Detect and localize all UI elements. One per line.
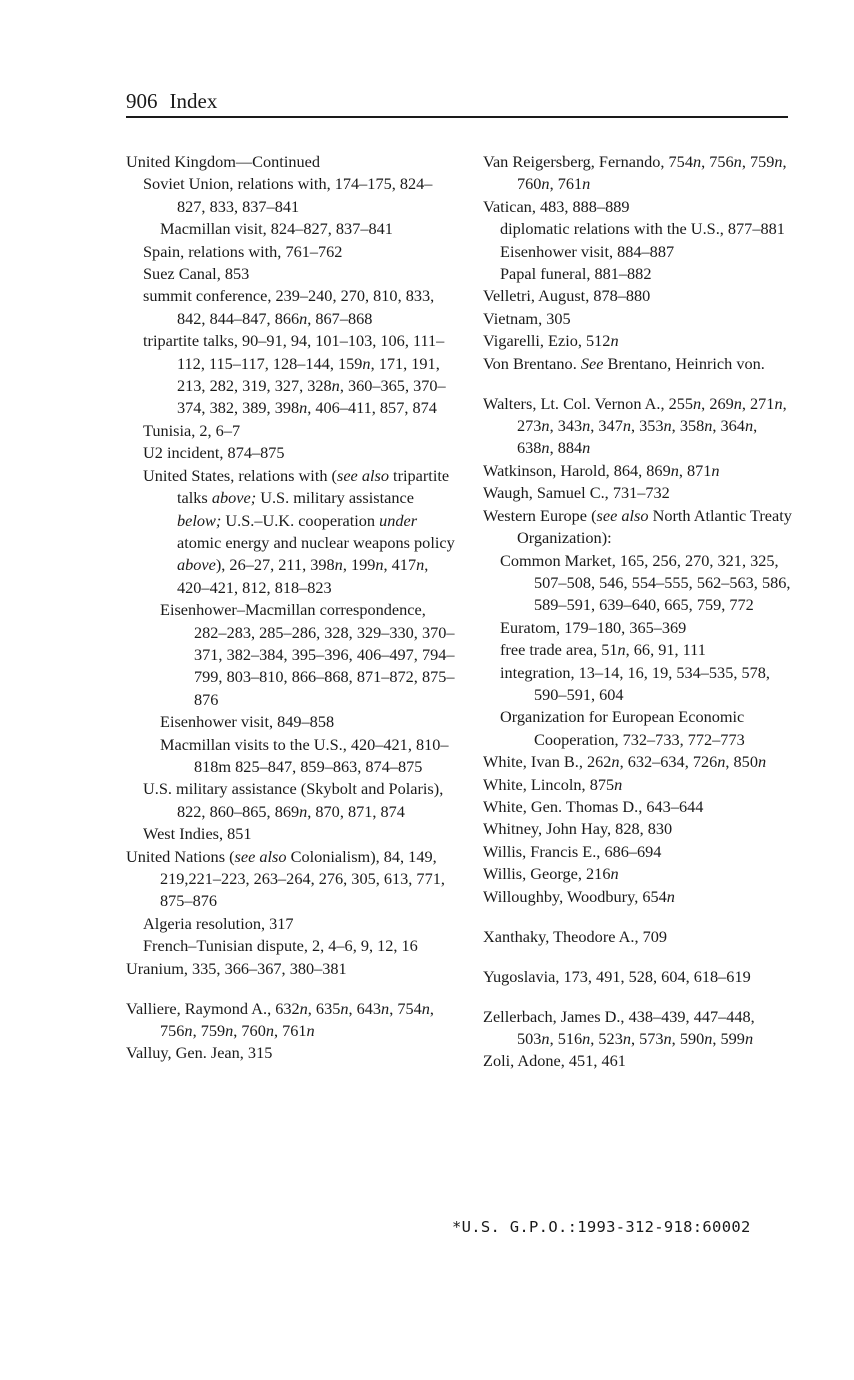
index-entry-italic-text: n <box>717 752 726 772</box>
index-entry-text: , 360–365, 370–374, 382, 389, 398 <box>177 376 446 418</box>
index-entry-text: Soviet Union, relations with, 174–175, 824–827, 833, 837–841 <box>143 174 433 216</box>
index-entry-text: West Indies, 851 <box>143 824 252 844</box>
index-entry-text: , 199 <box>342 555 376 575</box>
index-subentry <box>500 550 793 617</box>
index-entry <box>483 285 793 307</box>
index-entry-text: , 871 <box>678 460 712 480</box>
index-entry-text: Yugoslavia, 173, 491, 528, 604, 618–619 <box>483 966 751 986</box>
index-subentry <box>143 778 456 823</box>
index-subentry <box>143 465 456 599</box>
index-entry-italic-text: n <box>774 393 783 413</box>
index-entry-text: , 643 <box>348 998 382 1018</box>
index-entry-text: U.S. military assistance <box>256 488 414 508</box>
index-subentry <box>143 173 456 218</box>
index-entry-text: Suez Canal, 853 <box>143 264 250 284</box>
index-entry-text: summit conference, 239–240, 270, 810, 833, 842, 844–847, 866 <box>143 286 435 328</box>
index-entry <box>483 863 793 885</box>
index-entry-text: , 760 <box>233 1021 266 1041</box>
section-gap <box>483 948 793 966</box>
index-entry-text: Papal funeral, 881–882 <box>500 264 652 284</box>
index-entry-text: , 759 <box>741 152 775 171</box>
index-entry-text: Macmillan visits to the U.S., 420–421, 810–818m 825–847, 859–863, 874–875 <box>160 734 449 776</box>
index-entry <box>126 1042 456 1064</box>
printer-imprint: *U.S. G.P.O.:1993-312-918:60002 <box>452 1218 751 1236</box>
index-entry-italic-text: n <box>582 1029 591 1048</box>
index-entry-text: atomic energy and nuclear weapons policy <box>177 532 455 552</box>
index-subentry <box>143 913 456 935</box>
index-entry-italic-text: n <box>582 438 591 458</box>
index-entry-italic-text: n <box>416 555 425 575</box>
index-subentry <box>143 935 456 957</box>
index-entry-text: , 638 <box>517 416 758 458</box>
index-entry-text: , 353 <box>630 416 664 436</box>
index-entry <box>483 1050 793 1072</box>
index-subentry <box>143 420 456 442</box>
index-entry-italic-text: n <box>184 1021 193 1041</box>
index-entry-text: Brentano, Heinrich von. <box>603 353 765 373</box>
index-entry-text: French–Tunisian dispute, 2, 4–6, 9, 12, 16 <box>143 936 418 956</box>
index-entry <box>126 846 456 913</box>
index-entry-italic-text: n <box>774 152 783 171</box>
index-entry-text: , 884 <box>549 438 583 458</box>
index-entry <box>483 818 793 840</box>
index-subentry <box>500 617 793 639</box>
index-entry-text: U2 incident, 874–875 <box>143 443 285 463</box>
index-subentry <box>160 734 456 779</box>
index-entry-text: , 590 <box>671 1029 705 1048</box>
index-entry-text: Tunisia, 2, 6–7 <box>143 420 241 440</box>
index-entry-italic-text: above <box>177 555 216 575</box>
index-entry-text: Whitney, John Hay, 828, 830 <box>483 819 673 839</box>
index-entry-text: U.S. military assistance (Skybolt and Polaris), 822, 860–865, 869 <box>143 779 444 821</box>
index-entry <box>483 886 793 908</box>
section-gap <box>483 375 793 393</box>
index-entry-text: Organization for European Economic Cooperation, 732–733, 772–773 <box>500 707 745 749</box>
index-entry-text: Xanthaky, Theodore A., 709 <box>483 926 668 946</box>
index-entry-text: , 516 <box>549 1029 583 1048</box>
index-entry-text: White, Gen. Thomas D., 643–644 <box>483 796 704 816</box>
index-entry-italic-text: n <box>541 1029 550 1048</box>
index-entry-italic-text: n <box>670 460 679 480</box>
index-entry-italic-text: n <box>744 1029 754 1048</box>
index-entry-text: , 364 <box>712 416 745 436</box>
index-entry-italic-text: n <box>733 393 742 413</box>
index-entry-text: United Nations ( <box>126 846 235 866</box>
index-entry-text: Eisenhower–Macmillan correspondence, 282–283, 285–286, 328, 329–330, 370–371, 382–384, 395–396, 406–497, 794–799, 803–810, 866–868, 871–872, 875–876 <box>160 600 455 709</box>
index-entry-italic-text: n <box>334 555 343 575</box>
index-entry-text: , 417 <box>383 555 417 575</box>
index-entry-text: , 573 <box>630 1029 664 1048</box>
index-entry-italic-text: n <box>617 640 626 660</box>
index-entry-text: Willoughby, Woodbury, 654 <box>483 886 667 906</box>
index-entry-italic-text: see also <box>596 505 649 525</box>
index-entry-italic-text: n <box>225 1021 234 1041</box>
index-entry-text: , 850 <box>725 752 758 772</box>
index-entry-italic-text: n <box>362 353 371 373</box>
index-column-left <box>126 151 456 1065</box>
index-entry-text: Zellerbach, James D., 438–439, 447–448, 503 <box>483 1006 755 1048</box>
index-entry-text: Eisenhower visit, 849–858 <box>160 712 335 732</box>
index-entry-italic-text: n <box>306 1021 315 1041</box>
index-entry-text: integration, 13–14, 16, 19, 534–535, 578, 590–591, 604 <box>500 662 770 704</box>
index-entry-italic-text: n <box>693 393 702 413</box>
index-entry-italic-text: n <box>711 460 720 480</box>
index-entry-text: Willis, Francis E., 686–694 <box>483 841 662 861</box>
running-header <box>126 86 788 118</box>
section-gap <box>126 980 456 998</box>
index-entry-text: , 759 <box>192 1021 226 1041</box>
index-entry-text: Vietnam, 305 <box>483 308 571 328</box>
index-entry <box>126 998 456 1043</box>
index-entry-text: Van Reigersberg, Fernando, 754 <box>483 152 693 171</box>
index-entry-text: United States, relations with ( <box>143 465 337 485</box>
index-entry-text: Walters, Lt. Col. Vernon A., 255 <box>483 393 694 413</box>
index-entry-text: Colonialism), 84, 149, 219,221–223, 263–264, 276, 305, 613, 771, 875–876 <box>160 846 445 911</box>
index-subentry <box>143 442 456 464</box>
index-entry <box>483 151 793 196</box>
index-entry-text: tripartite talks, 90–91, 94, 101–103, 106, 111–112, 115–117, 128–144, 159 <box>143 331 445 373</box>
index-entry-italic-text: under <box>379 510 418 530</box>
index-entry-text: North Atlantic Treaty Organization): <box>517 505 792 548</box>
index-entry-text: Eisenhower visit, 884–887 <box>500 241 675 261</box>
index-entry-text: Macmillan visit, 824–827, 837–841 <box>160 219 393 239</box>
index-subentry <box>500 241 793 263</box>
index-entry-text: White, Lincoln, 875 <box>483 774 615 794</box>
index-entry-text: , 420–421, 812, 818–823 <box>177 555 429 597</box>
index-entry-text: , 599 <box>712 1029 745 1048</box>
index-entry <box>483 308 793 330</box>
index-entry-italic-text: See <box>580 353 604 373</box>
index-entry <box>483 751 793 773</box>
index-entry-text: , 273 <box>517 393 787 436</box>
index-entry-italic-text: n <box>541 174 550 194</box>
index-entry-italic-text: n <box>299 308 308 328</box>
index-entry-text: Valluy, Gen. Jean, 315 <box>126 1043 273 1063</box>
index-column-right <box>483 151 793 1073</box>
index-entry-italic-text: n <box>610 864 619 884</box>
index-entry-text: free trade area, 51 <box>500 640 618 660</box>
index-entry-text: tripartite talks <box>177 465 450 508</box>
index-entry-text: , 171, 191, 213, 282, 319, 327, 328 <box>177 353 440 396</box>
index-entry-italic-text: n <box>265 1021 274 1041</box>
index-entry-italic-text: n <box>663 416 672 436</box>
index-entry-italic-text: n <box>622 1029 631 1048</box>
index-subentry <box>143 330 456 420</box>
index-entry-text: ), 26–27, 211, 398 <box>215 555 335 575</box>
section-gap <box>483 988 793 1006</box>
index-entry-text: , 269 <box>701 393 734 413</box>
index-entry-italic-text: n <box>744 416 754 436</box>
index-subentry <box>160 218 456 240</box>
index-entry-text: Common Market, 165, 256, 270, 321, 325, 507–508, 546, 554–555, 562–563, 586, 589–591, 639–640, 665, 759, 772 <box>500 550 791 615</box>
index-entry-italic-text: n <box>663 1029 672 1048</box>
index-entry-text: , 867–868 <box>307 308 373 328</box>
index-entry-text: , 760 <box>517 152 787 194</box>
index-subentry <box>500 218 793 240</box>
index-entry-text: , 66, 91, 111 <box>625 640 706 660</box>
index-entry-italic-text: n <box>299 398 308 418</box>
index-entry-text: , 271 <box>741 393 775 413</box>
index-entry-text: Velletri, August, 878–880 <box>483 286 651 306</box>
index-entry <box>483 330 793 352</box>
index-entry-italic-text: n <box>704 416 713 436</box>
index-entry-text: White, Ivan B., 262 <box>483 752 612 772</box>
index-entry-text: , 870, 871, 874 <box>307 801 405 821</box>
index-entry <box>483 796 793 818</box>
index-entry-text: , 523 <box>590 1029 623 1048</box>
section-gap <box>483 908 793 926</box>
index-entry-italic-text: n <box>614 774 623 794</box>
index-entry-italic-text: n <box>611 752 620 772</box>
index-entry <box>483 353 793 375</box>
index-entry-text: Western Europe ( <box>483 505 597 525</box>
index-entry-italic-text: see also <box>336 465 389 485</box>
index-entry-text: Willis, George, 216 <box>483 864 611 884</box>
index-entry <box>483 1006 793 1051</box>
index-entry-italic-text: n <box>375 555 384 575</box>
index-entry-text: U.S.–U.K. cooperation <box>221 510 380 530</box>
index-entry-text: Vatican, 483, 888–889 <box>483 196 630 216</box>
index-entry <box>483 841 793 863</box>
index-subentry <box>143 823 456 845</box>
index-entry-text: , 754 <box>389 998 422 1018</box>
index-entry-text: , 406–411, 857, 874 <box>307 398 437 418</box>
index-entry-text: , 635 <box>307 998 341 1018</box>
index-entry <box>126 958 456 980</box>
index-entry-text: , 347 <box>590 416 623 436</box>
index-entry-italic-text: n <box>541 438 550 458</box>
index-entry <box>483 196 793 218</box>
index-entry-text: , 343 <box>549 416 583 436</box>
index-entry-text: , 756 <box>160 998 434 1041</box>
index-entry-text: diplomatic relations with the U.S., 877–881 <box>500 219 785 239</box>
index-entry-italic-text: n <box>704 1029 713 1048</box>
index-entry-text: Euratom, 179–180, 365–369 <box>500 617 687 637</box>
index-entry-text: , 756 <box>701 152 734 171</box>
index-entry-text: , 358 <box>671 416 705 436</box>
index-entry-text: Valliere, Raymond A., 632 <box>126 998 300 1018</box>
index-entry-italic-text: n <box>582 174 591 194</box>
index-subentry <box>500 706 793 751</box>
index-entry-text: Uranium, 335, 366–367, 380–381 <box>126 958 347 978</box>
index-subentry <box>160 599 456 711</box>
index-entry <box>483 774 793 796</box>
index-entry-italic-text: n <box>421 998 430 1018</box>
index-entry-italic-text: n <box>692 152 702 171</box>
index-entry-text: Spain, relations with, 761–762 <box>143 241 343 261</box>
index-subentry <box>500 639 793 661</box>
index-entry <box>483 926 793 948</box>
index-entry <box>483 966 793 988</box>
page-number: 906 <box>126 89 158 113</box>
index-entry-italic-text: n <box>299 998 308 1018</box>
page-title: Index <box>169 89 218 113</box>
index-entry-text: , 761 <box>549 174 583 194</box>
index-entry-text: Watkinson, Harold, 864, 869 <box>483 460 671 480</box>
index-entry-text: Algeria resolution, 317 <box>143 913 294 933</box>
index-entry-text: Vigarelli, Ezio, 512 <box>483 331 611 351</box>
index-entry-italic-text: n <box>340 998 349 1018</box>
index-entry <box>483 505 793 550</box>
index-entry-text: , 632–634, 726 <box>619 752 718 772</box>
index-entry-italic-text: n <box>622 416 631 436</box>
index-entry-italic-text: n <box>610 331 619 351</box>
index-subentry <box>160 711 456 733</box>
index-entry-italic-text: n <box>299 801 308 821</box>
index-subentry <box>500 263 793 285</box>
index-subentry <box>500 662 793 707</box>
index-entry-italic-text: n <box>331 376 340 396</box>
index-entry-italic-text: n <box>757 752 767 772</box>
index-entry-italic-text: n <box>666 886 675 906</box>
index-entry-text: , 761 <box>273 1021 307 1041</box>
index-entry-italic-text: above; <box>211 488 257 508</box>
index-entry-text: Zoli, Adone, 451, 461 <box>483 1051 626 1071</box>
index-subentry <box>143 241 456 263</box>
index-entry-italic-text: n <box>733 152 742 171</box>
index-entry <box>483 482 793 504</box>
index-entry <box>483 393 793 460</box>
index-entry-italic-text: n <box>381 998 390 1018</box>
index-entry-italic-text: n <box>582 416 591 436</box>
index-subentry <box>143 263 456 285</box>
index-entry-text: United Kingdom—Continued <box>126 152 321 171</box>
index-entry-text: Von Brentano. <box>483 353 581 373</box>
index-entry <box>483 460 793 482</box>
index-entry-italic-text: n <box>541 416 550 436</box>
index-entry-text: Waugh, Samuel C., 731–732 <box>483 483 670 503</box>
index-entry <box>126 151 456 173</box>
index-entry-italic-text: below; <box>177 510 222 530</box>
index-entry-italic-text: see also <box>234 846 287 866</box>
index-subentry <box>143 285 456 330</box>
